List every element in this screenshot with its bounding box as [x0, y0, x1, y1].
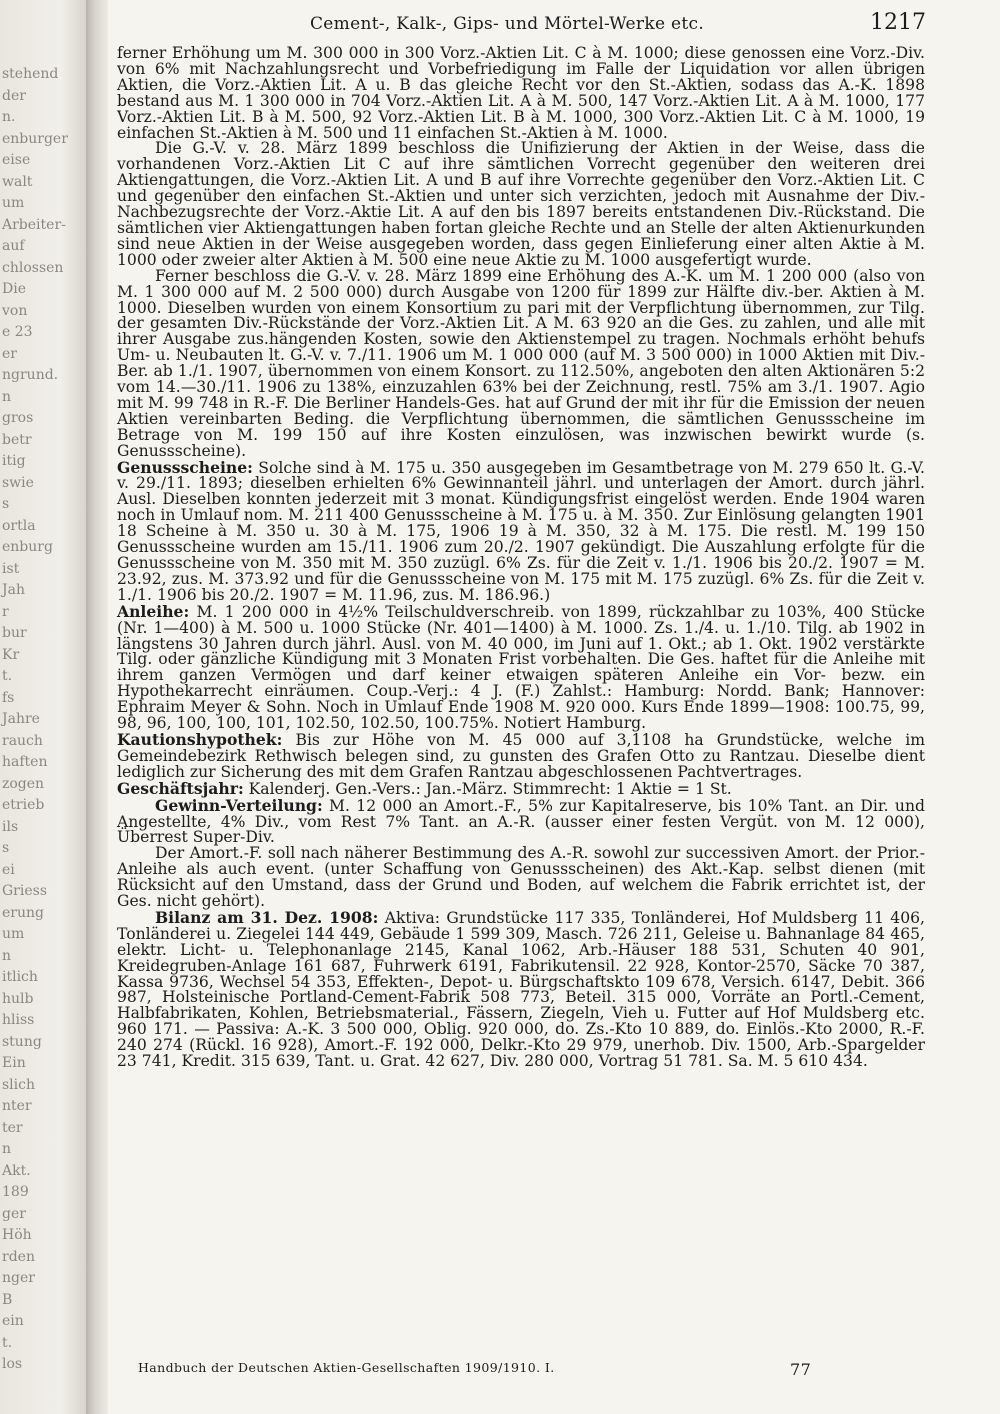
bleed-fragment: s	[2, 496, 10, 512]
book-gutter	[86, 0, 108, 1414]
section-heading: Geschäftsjahr:	[117, 778, 244, 798]
bleed-fragment: Kr	[2, 646, 20, 663]
bleed-fragment: zogen	[2, 775, 45, 792]
bleed-fragment: chlossen	[2, 259, 64, 276]
bleed-fragment: Ein	[2, 1055, 26, 1071]
bleed-fragment: um	[2, 195, 25, 211]
bleed-fragment: Jah	[2, 582, 25, 598]
bleed-fragment: bur	[2, 625, 27, 641]
signature-mark: 77	[790, 1360, 812, 1379]
body-paragraph	[117, 907, 925, 1071]
bleed-fragment: um	[2, 926, 25, 942]
bleed-fragment: stung	[2, 1033, 42, 1050]
paragraph-text: Ferner beschloss die G.-V. v. 28. März 1899 eine Erhöhung des A.-K. um M. 1 200 000 (also von M. 1 300 000 auf M. 2 500 000) durch Ausgabe von 1200 für 1899 zur Hälfte div.-ber. Aktien à M. 1000. Dieselben wurden von einem Konsortium zu pari mit der Verpflichtung übernommen, zur Tilg. der gesamten Div.-Rückstände der Vorz.-Aktien Lit. A M. 63 920 an die Ges. zu zahlen, und alle mit ihrer Ausgabe zus.hängenden Kosten, sowie den Aktienstempel zu tragen. Nochmals erhöht behufs Um- u. Neubauten lt. G.-V. v. 7./11. 1906 um M. 1 000 000 (auf M. 3 500 000) in 1000 Aktien mit Div.-Ber. ab 1./1. 1907, übernommen von einem Konsort. zu 112.50%, angeboten den alten Aktionären 5:2 vom 14.—30./11. 1906 zu 138%, einzuzahlen 63% bei der Zeichnung, restl. 75% am 3./1. 1907. Agio mit M. 99 748 in R.-F. Die Berliner Handels-Ges. hat auf Grund der mit ihr für die Emission der neuen Aktien vereinbarten Beding. die Verpflichtung übernommen, die sämtlichen Genussscheine im Betrage von M. 199 150 auf ihre Kosten einzulösen, was inzwischen bewirkt wurde (s. Genussscheine).	[117, 266, 925, 460]
bleed-fragment: eise	[2, 152, 31, 168]
bleed-fragment: betr	[2, 431, 32, 448]
bleed-fragment: Jahre	[2, 711, 40, 727]
paragraph-text: ferner Erhöhung um M. 300 000 in 300 Vorz.-Aktien Lit. C à M. 1000; diese genossen eine Vorz.-Div. von 6% mit Nachzahlungsrecht und Vorbefriedigung im Falle der Liquidation vor allen übrigen Aktien, die Vorz.-Aktien Lit. A u. B das gleiche Recht vor den St.-Aktien, sodass das A.-K. 1898 bestand aus M. 1 300 000 in 704 Vorz.-Aktien Lit. A à M. 500, 147 Vorz.-Aktien Lit. A à M. 1000, 177 Vorz.-Aktien Lit. B à M. 500, 92 Vorz.-Aktien Lit. B à M. 1000, 300 Vorz.-Aktien Lit. C à M. 1000, 19 einfachen St.-Aktien à M. 500 und 11 einfachen St.-Aktien à M. 1000.	[117, 44, 925, 142]
body-paragraph	[117, 141, 925, 268]
bleed-fragment: Die	[2, 281, 26, 297]
bleed-fragment: fs	[2, 689, 15, 706]
bleed-fragment: n.	[2, 109, 16, 125]
left-page-bleed	[0, 0, 86, 1414]
bleed-fragment: der	[2, 87, 26, 104]
section-heading: Kautionshypothek:	[117, 729, 283, 749]
bleed-fragment: n	[2, 947, 12, 964]
bleed-fragment: walt	[2, 173, 33, 190]
body-paragraph	[117, 846, 925, 910]
bleed-fragment: swie	[2, 474, 34, 491]
bleed-fragment: ter	[2, 1119, 23, 1136]
paragraph-text: M. 1 200 000 in 4½% Teilschuldverschreib. von 1899, rückzahlbar zu 103%, 400 Stücke (Nr. 1—400) à M. 500 u. 1000 Stücke (Nr. 401—1400) à M. 1000. Zs. 1./4. u. 1./10. Tilg. ab 1902 in längstens 30 Jahren durch jährl. Ausl. von M. 40 000, im Juni auf 1. Okt.; ab 1. Okt. 1902 verstärkte Tilg. oder gänzliche Kündigung mit 3 Monaten Frist vorbehalten. Die Ges. haftet für die Anleihe mit ihrem ganzen Vermögen und darf keiner etwaigen späteren Anleihe ein Vor- bezw. ein Hypothekarrecht einräumen. Coup.-Verj.: 4 J. (F.) Zahlst.: Hamburg: Nordd. Bank; Hannover: Ephraim Meyer & Sohn. Noch in Umlauf Ende 1908 M. 920 000. Kurs Ende 1899—1908: 100.75, 99, 98, 96, 100, 100, 101, 102.50, 102.50, 100.75%. Notiert Hamburg.	[117, 602, 925, 733]
section-heading: Bilanz am 31. Dez. 1908:	[155, 907, 379, 927]
bleed-fragment: von	[2, 302, 28, 319]
bleed-fragment: Arbeiter-	[2, 216, 66, 233]
page-footer	[138, 1360, 878, 1380]
paragraph-text: M. 12 000 an Amort.-F., 5% zur Kapitalreserve, bis 10% Tant. an Dir. und Angestellte, 4% Div., vom Rest 7% Tant. an A.-R. (ausser einer festen Vergüt. von M. 12 000), Überrest Super-Div.	[117, 796, 925, 847]
section-heading: Gewinn-Verteilung:	[155, 795, 323, 815]
body-paragraph	[117, 729, 925, 781]
bleed-fragment: hulb	[2, 990, 34, 1007]
bleed-fragment: ngrund.	[2, 367, 59, 383]
bleed-fragment: nter	[2, 1098, 32, 1114]
bleed-fragment: t.	[2, 668, 13, 684]
bleed-fragment: Akt.	[2, 1162, 31, 1179]
bleed-fragment: n	[2, 388, 12, 405]
bleed-fragment: hliss	[2, 1012, 35, 1028]
bleed-fragment: Höh	[2, 1227, 32, 1243]
paragraph-text: Aktiva: Grundstücke 117 335, Tonländerei, Hof Muldsberg 11 406, Tonländerei u. Ziegelei 144 449, Gebäude 1 599 309, Masch. 726 211, Geleise u. Bahnanlage 84 465, elektr. Licht- u. Telephonanlage 2145, Kanal 1062, Arb.-Häuser 188 531, Schuten 40 901, Kreidegruben-Anlage 161 687, Fuhrwerk 6191, Fabrikutensil. 22 928, Kontor-2570, Säcke 70 387, Kassa 9736, Wechsel 54 353, Effekten-, Depot- u. Bürgschaftskto 109 678, Versich. 6147, Debit. 366 987, Holsteinische Portland-Cement-Fabrik 508 773, Beteil. 315 000, Vorräte an Portl.-Cement, Halbfabrikaten, Kohlen, Betriebsmaterial., Fässern, Ziegeln, Vieh u. Futter auf Hof Muldsberg etc. 960 171. — Passiva: A.-K. 3 500 000, Oblig. 920 000, do. Zs.-Kto 10 889, do. Einlös.-Kto 2000, R.-F. 240 274 (Rückl. 16 928), Amort.-F. 192 000, Delkr.-Kto 29 979, unerhob. Div. 1500, Arb.-Spargelder 23 741, Kredit. 315 639, Tant. u. Grat. 42 627, Div. 280 000, Vortrag 51 781. Sa. M. 5 610 434.	[117, 908, 925, 1071]
section-heading: Anleihe:	[117, 601, 190, 621]
footer-source: Handbuch der Deutschen Aktien-Gesellschaften 1909/1910. I.	[138, 1360, 555, 1375]
body-paragraph	[117, 457, 925, 604]
body-paragraph	[117, 601, 925, 733]
section-heading: Genussscheine:	[117, 457, 253, 477]
bleed-fragment: ils	[2, 818, 19, 835]
running-header	[140, 10, 960, 40]
bleed-fragment: e 23	[2, 324, 33, 340]
bleed-fragment: ei	[2, 861, 15, 878]
bleed-fragment: ein	[2, 1313, 24, 1329]
body-paragraph	[117, 266, 925, 460]
bleed-fragment: nger	[2, 1270, 35, 1286]
body-paragraph	[117, 46, 925, 141]
bleed-fragment: s	[2, 840, 10, 856]
paragraph-text: Bis zur Höhe von M. 45 000 auf 3,1108 ha Grundstücke, welche im Gemeindebezirk Rethwisch belegen sind, zu gunsten des Grafen Otto zu Rantzau. Dieselbe dient lediglich zur Sicherung des mit dem Grafen Rantzau abgeschlossenen Pachtvertrages.	[117, 730, 925, 781]
bleed-fragment: 189	[2, 1184, 29, 1200]
article-body	[117, 46, 925, 1070]
bleed-fragment: etrieb	[2, 797, 45, 813]
bleed-fragment: ger	[2, 1205, 26, 1222]
bleed-fragment: itlich	[2, 969, 38, 985]
bleed-fragment: r	[2, 603, 9, 620]
bleed-fragment: B	[2, 1291, 13, 1308]
bleed-fragment: auf	[2, 238, 25, 254]
bleed-fragment: Griess	[2, 883, 48, 899]
bleed-fragment: itig	[2, 453, 26, 469]
paragraph-text: Der Amort.-F. soll nach näherer Bestimmung des A.-R. sowohl zur successiven Amort. der Prior.-Anleihe als auch event. (unter Schaffung von Genussscheinen) des Akt.-Kap. selbst dienen (mit Rücksicht auf den Umstand, dass der Grund und Boden, auf welchem die Fabrik errichtet ist, der Ges. nicht gehört).	[117, 844, 925, 911]
bleed-fragment: ist	[2, 560, 20, 577]
bleed-fragment: stehend	[2, 66, 59, 82]
bleed-fragment: haften	[2, 754, 48, 770]
bleed-fragment: t.	[2, 1334, 13, 1351]
bleed-fragment: rauch	[2, 732, 43, 749]
paragraph-text: Kalenderj. Gen.-Vers.: Jan.-März. Stimmrecht: 1 Aktie = 1 St.	[243, 779, 732, 798]
bleed-fragment: n	[2, 1141, 12, 1157]
bleed-fragment: er	[2, 345, 17, 362]
page-number: 1217	[870, 10, 926, 35]
paragraph-text: Die G.-V. v. 28. März 1899 beschloss die Unifizierung der Aktien in der Weise, dass die vorhandenen Vorz.-Aktien Lit C auf ihre sämtlichen Vorrecht gegenüber den weiteren drei Aktiengattungen, die Vorz.-Aktien Lit. A und B auf ihre Vorrechte gegenüber den Vorz.-Aktien Lit. C und gegenüber den einfachen St.-Aktien und unter sich verzichten, jedoch mit Ausnahme der Div.-Nachbezugsrechte der Vorz.-Aktie Lit. A auf den bis 1897 bereits entstandenen Div.-Rückstand. Die sämtlichen vier Aktiengattungen haben fortan gleiche Rechte und an Stelle der alten Aktienurkunden sind neue Aktien in der Weise ausgegeben worden, dass gegen Einlieferung einer alten Aktie à M. 1000 oder zweier alter Aktien à M. 500 eine neue Aktie zu M. 1000 ausgefertigt wurde.	[117, 139, 925, 269]
bleed-fragment: enburger	[2, 130, 68, 147]
header-title: Cement-, Kalk-, Gips- und Mörtel-Werke etc.	[310, 14, 705, 34]
bleed-fragment: los	[2, 1356, 23, 1372]
bleed-fragment: gros	[2, 410, 34, 426]
body-paragraph	[117, 795, 925, 847]
paragraph-text: Solche sind à M. 175 u. 350 ausgegeben im Gesamtbetrage von M. 279 650 lt. G.-V. v. 29./11. 1893; dieselben erhielten 6% Gewinnanteil jährl. und unterlagen der Amort. durch jährl. Ausl. Dieselben konnten jederzeit mit 3 monat. Kündigungsfrist eingelöst werden. Ende 1904 waren noch in Umlauf nom. M. 211 400 Genussscheine à M. 175 u. à M. 350. Zur Einlösung gelangten 1901 18 Scheine à M. 350 u. 30 à M. 175, 1906 19 à M. 350, 32 à M. 175. Die restl. M. 199 150 Genussscheine wurden am 15./11. 1906 zum 20./2. 1907 gekündigt. Die Auszahlung erfolgte für die Genussscheine von M. 350 mit M. 350 zuzügl. 6% Zs. für die Zeit v. 1./1. 1906 bis 20./2. 1907 = M. 23.92, zus. M. 373.92 und für die Genussscheine von M. 175 mit M. 175 zuzügl. 6% Zs. für die Zeit v. 1./1. 1906 bis 20./2. 1907 = M. 11.96, zus. M. 186.96.)	[117, 458, 925, 604]
bleed-fragment: erung	[2, 904, 44, 921]
bleed-fragment: ortla	[2, 517, 36, 534]
bleed-fragment: rden	[2, 1248, 35, 1265]
bleed-fragment: slich	[2, 1076, 35, 1093]
bleed-fragment: enburg	[2, 539, 53, 555]
